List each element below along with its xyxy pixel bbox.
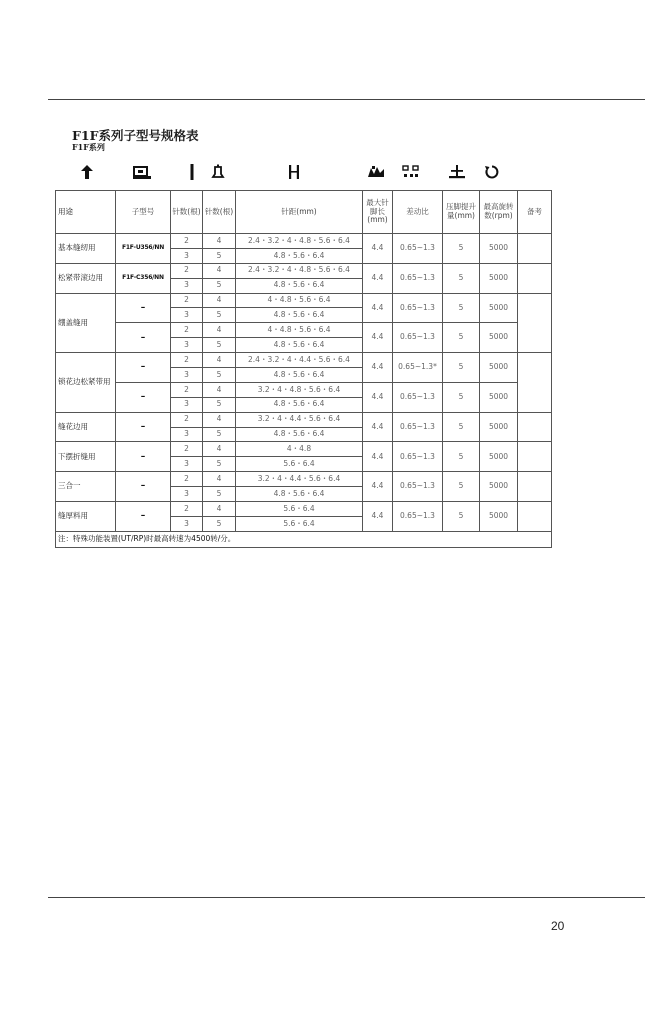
gauge-cell: 4.8・5.6・6.4: [236, 368, 363, 383]
max-stitch-cell: 4.4: [363, 502, 393, 532]
model-cell: –: [116, 382, 171, 412]
header-foot-lift: 压脚提升量(mm): [443, 191, 480, 234]
gauge-cell: 4.8・5.6・6.4: [236, 308, 363, 323]
diff-ratio-cell: 0.65~1.3*: [393, 353, 443, 383]
page-subtitle: F1F系列: [72, 142, 105, 152]
table-row: [56, 323, 552, 338]
rotation-icon: [481, 163, 503, 181]
model-cell: –: [116, 472, 171, 502]
note-row: [56, 531, 552, 547]
needles-cell: 2: [171, 263, 203, 278]
threads-cell: 4: [203, 442, 236, 457]
needles-cell: 2: [171, 353, 203, 368]
diff-ratio-cell: 0.65~1.3: [393, 412, 443, 442]
model-cell: F1F-U356/NN: [116, 234, 171, 264]
threads-cell: 4: [203, 472, 236, 487]
threads-cell: 5: [203, 427, 236, 442]
gauge-cell: 4.8・5.6・6.4: [236, 248, 363, 263]
table-row: [56, 472, 552, 487]
table-row: [56, 382, 552, 397]
feed-dog-icon: [365, 163, 387, 181]
needles-cell: 2: [171, 234, 203, 249]
max-stitch-cell: 4.4: [363, 353, 393, 383]
needles-cell: 3: [171, 368, 203, 383]
table-row: [56, 442, 552, 457]
threads-cell: 5: [203, 397, 236, 412]
needle-gauge-icon: [283, 163, 305, 181]
needles-cell: 2: [171, 323, 203, 338]
max-stitch-cell: 4.4: [363, 412, 393, 442]
max-speed-cell: 5000: [480, 323, 518, 353]
model-cell: –: [116, 293, 171, 323]
threads-cell: 5: [203, 487, 236, 502]
gauge-cell: 3.2・4・4.4・5.6・6.4: [236, 472, 363, 487]
header-remarks: 备考: [518, 191, 552, 234]
use-cell: 缝厚料用: [56, 502, 116, 532]
model-cell: –: [116, 353, 171, 383]
threads-cell: 5: [203, 457, 236, 472]
needles-cell: 3: [171, 338, 203, 353]
header-use: 用途: [56, 191, 116, 234]
needles-cell: 3: [171, 278, 203, 293]
gauge-cell: 4・4.8・5.6・6.4: [236, 323, 363, 338]
threads-cell: 5: [203, 278, 236, 293]
gauge-cell: 4・4.8: [236, 442, 363, 457]
remarks-cell: [518, 412, 552, 442]
needles-cell: 2: [171, 442, 203, 457]
gauge-cell: 4.8・5.6・6.4: [236, 278, 363, 293]
needles-cell: 3: [171, 397, 203, 412]
diff-ratio-cell: 0.65~1.3: [393, 472, 443, 502]
header-needles: 针数(根): [171, 191, 203, 234]
bottom-rule: [48, 897, 645, 898]
needles-cell: 2: [171, 382, 203, 397]
needles-cell: 3: [171, 487, 203, 502]
remarks-cell: [518, 442, 552, 472]
spec-table: [55, 190, 552, 548]
threads-cell: 5: [203, 368, 236, 383]
max-speed-cell: 5000: [480, 412, 518, 442]
use-cell: 松紧带滚边用: [56, 263, 116, 293]
foot-lift-icon: [446, 163, 468, 181]
max-speed-cell: 5000: [480, 234, 518, 264]
machine-bed-icon: [131, 163, 153, 181]
header-model: 子型号: [116, 191, 171, 234]
header-threads: 针数(根): [203, 191, 236, 234]
diff-ratio-cell: 0.65~1.3: [393, 323, 443, 353]
model-cell: –: [116, 323, 171, 353]
foot-lift-cell: 5: [443, 353, 480, 383]
table-header-row: [56, 191, 552, 234]
remarks-cell: [518, 472, 552, 502]
remarks-cell: [518, 353, 552, 413]
threads-cell: 4: [203, 502, 236, 517]
gauge-cell: 5.6・6.4: [236, 516, 363, 531]
bell-icon: [207, 163, 229, 181]
diff-ratio-cell: 0.65~1.3: [393, 502, 443, 532]
foot-lift-cell: 5: [443, 502, 480, 532]
diff-ratio-cell: 0.65~1.3: [393, 234, 443, 264]
needles-cell: 3: [171, 308, 203, 323]
foot-lift-cell: 5: [443, 472, 480, 502]
threads-cell: 5: [203, 308, 236, 323]
max-speed-cell: 5000: [480, 382, 518, 412]
model-cell: –: [116, 442, 171, 472]
use-cell: 三合一: [56, 472, 116, 502]
gauge-cell: 3.2・4・4.8・5.6・6.4: [236, 382, 363, 397]
header-max-speed: 最高旋转数(rpm): [480, 191, 518, 234]
table-row: [56, 263, 552, 278]
max-stitch-cell: 4.4: [363, 472, 393, 502]
top-rule: [48, 99, 645, 100]
remarks-cell: [518, 234, 552, 264]
gauge-cell: 4.8・5.6・6.4: [236, 397, 363, 412]
needles-cell: 2: [171, 502, 203, 517]
needle-icon: [181, 163, 203, 181]
gauge-cell: 5.6・6.4: [236, 457, 363, 472]
needles-cell: 3: [171, 457, 203, 472]
remarks-cell: [518, 263, 552, 293]
threads-cell: 4: [203, 263, 236, 278]
max-stitch-cell: 4.4: [363, 293, 393, 323]
gauge-cell: 2.4・3.2・4・4.4・5.6・6.4: [236, 353, 363, 368]
use-cell: 绷盖缝用: [56, 293, 116, 353]
use-cell: 基本缝纫用: [56, 234, 116, 264]
page-title: F1F系列子型号规格表: [72, 128, 199, 143]
max-stitch-cell: 4.4: [363, 442, 393, 472]
gauge-cell: 3.2・4・4.4・5.6・6.4: [236, 412, 363, 427]
max-stitch-cell: 4.4: [363, 323, 393, 353]
table-row: [56, 412, 552, 427]
foot-lift-cell: 5: [443, 412, 480, 442]
needles-cell: 2: [171, 472, 203, 487]
gauge-cell: 2.4・3.2・4・4.8・5.6・6.4: [236, 234, 363, 249]
gauge-cell: 4.8・5.6・6.4: [236, 427, 363, 442]
table-row: [56, 293, 552, 308]
diff-ratio-cell: 0.65~1.3: [393, 442, 443, 472]
max-speed-cell: 5000: [480, 442, 518, 472]
table-row: [56, 502, 552, 517]
use-cell: 缝花边用: [56, 412, 116, 442]
header-gauge: 针距(mm): [236, 191, 363, 234]
table-note: 注：特殊功能装置(UT/RP)时最高转速为4500转/分。: [56, 531, 552, 547]
max-stitch-cell: 4.4: [363, 263, 393, 293]
threads-cell: 5: [203, 338, 236, 353]
header-max-stitch: 最大针脚长(mm): [363, 191, 393, 234]
threads-cell: 4: [203, 412, 236, 427]
model-cell: F1F-C356/NN: [116, 263, 171, 293]
diff-ratio-cell: 0.65~1.3: [393, 382, 443, 412]
foot-lift-cell: 5: [443, 323, 480, 353]
threads-cell: 4: [203, 382, 236, 397]
gauge-cell: 2.4・3.2・4・4.8・5.6・6.4: [236, 263, 363, 278]
table-row: [56, 234, 552, 249]
gauge-cell: 5.6・6.4: [236, 502, 363, 517]
model-cell: –: [116, 502, 171, 532]
remarks-cell: [518, 293, 552, 353]
max-speed-cell: 5000: [480, 263, 518, 293]
presser-foot-icon: [76, 163, 98, 181]
threads-cell: 4: [203, 323, 236, 338]
gauge-cell: 4.8・5.6・6.4: [236, 338, 363, 353]
diff-ratio-cell: 0.65~1.3: [393, 293, 443, 323]
needles-cell: 2: [171, 293, 203, 308]
max-speed-cell: 5000: [480, 472, 518, 502]
use-cell: 锁花边松紧带用: [56, 353, 116, 413]
stitch-pattern-icon: [400, 163, 422, 181]
use-cell: 下摆折缝用: [56, 442, 116, 472]
threads-cell: 5: [203, 516, 236, 531]
foot-lift-cell: 5: [443, 442, 480, 472]
max-speed-cell: 5000: [480, 502, 518, 532]
model-cell: –: [116, 412, 171, 442]
foot-lift-cell: 5: [443, 293, 480, 323]
needles-cell: 2: [171, 412, 203, 427]
header-diff-ratio: 差动比: [393, 191, 443, 234]
gauge-cell: 4.8・5.6・6.4: [236, 487, 363, 502]
max-speed-cell: 5000: [480, 353, 518, 383]
foot-lift-cell: 5: [443, 234, 480, 264]
threads-cell: 4: [203, 293, 236, 308]
max-speed-cell: 5000: [480, 293, 518, 323]
page-number: 20: [551, 919, 565, 933]
diff-ratio-cell: 0.65~1.3: [393, 263, 443, 293]
needles-cell: 3: [171, 427, 203, 442]
table-row: [56, 353, 552, 368]
foot-lift-cell: 5: [443, 382, 480, 412]
max-stitch-cell: 4.4: [363, 382, 393, 412]
threads-cell: 4: [203, 353, 236, 368]
max-stitch-cell: 4.4: [363, 234, 393, 264]
needles-cell: 3: [171, 516, 203, 531]
threads-cell: 5: [203, 248, 236, 263]
foot-lift-cell: 5: [443, 263, 480, 293]
needles-cell: 3: [171, 248, 203, 263]
threads-cell: 4: [203, 234, 236, 249]
remarks-cell: [518, 502, 552, 532]
gauge-cell: 4・4.8・5.6・6.4: [236, 293, 363, 308]
